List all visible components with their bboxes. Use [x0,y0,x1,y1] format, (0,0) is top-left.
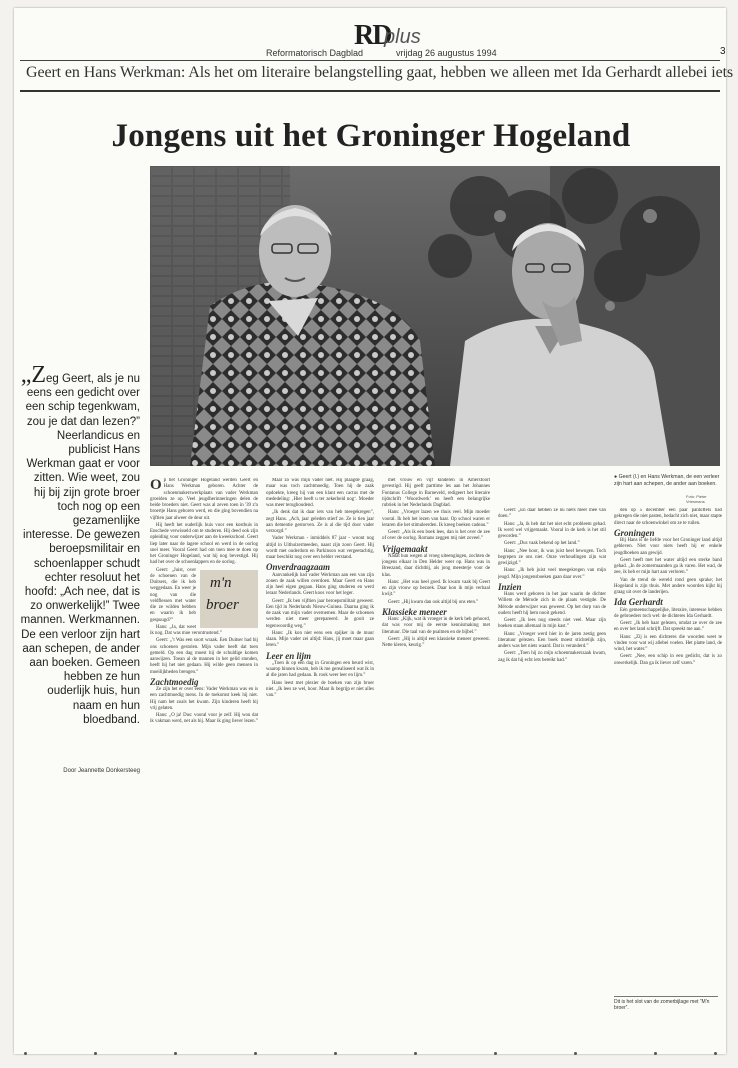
header-rule [20,60,720,61]
kicker-rule [20,90,720,92]
subheading: Onverdraagzaam [266,562,331,573]
article-column-1: O p het Groninger Hogeland werden Geert en Hans Werkman geboren. Achter de schoenmakerswerkplaats van vader Werkman groeiden ze op. Veel jeugdherinneringen delen de beide broeders niet. Geert was al zeven toen in '39 z'n broertje Hans geboren werd, en die ging bovendien na vijftien jaar alweer de deur uit. Hij heeft het ouderlijk huis voor een kosthuis in Enschede verwisseld om te studeren. Hij deed ook zijn opleiding voor onderwijzer aan de kweekschool. Geert liep later naar de lagere school en werd in de oorlog snel meer. Vooral Geert had om toen mee te doen op het Groninger Hogeland, wat hij nog bevestigd. Hij had het over de schoenlappers en de oorlog. m'n broer Geert: „Juist, over de schoenen van de Duitsers, die ik heb weggedaan. En weer je nog van die veldflessen met water die ze wilden hebben en waarin ik heb gespuugd?” Hans: „Ja, dat weet ik nog. Dat was moe verontrustend.” Geert: „’t Was een soort wraak. Een Duitser had bij ons schoenen gestolen. Mijn vader heeft dat toen gemeld. Op een dag moest hij de schuldige komen aanwijzen. Toean al de mannen in het gelid stonden, heeft hij het niet gedaan. Hij wilde geen mensen in moeilijkheden brengen.” Zachtmoedig Ze zijn het er over eens: Vader Werkman was en is een zachtmoedig mens. In de toekomst keek hij niet. Hij nam het zoals het kwam. Zijn kinderen heeft hij vrij gelaten. Hans: „O ja! Dus: vooral voor je zelf. Hij wou dat ik vakman werd, net als hij. Maar ik ging liever lezen.” [150,478,258,725]
series-logo-mn-broer: m'n broer [200,570,258,628]
photo-caption: ● Geert (l.) en Hans Werkman, de een verleer zijn hart aan schepen, de ander aan boeken. [614,474,720,487]
pull-quote: „Zeg Geert, als je nu eens een gedicht over een schip tegenkwam, zou je dat dan lezen?” Neerlandicus en publicist Hans Werkman gaat er voor zitten. Wie weet, zou hij bij zijn grote broer toch nog op een gezamenlijke interesse. De gewezen beroepsmilitair en schoenlapper schudt echter resoluut het hoofd: „Ach nee, dat is zo onwerkelijk!” Twee mannen. Werkmannen. De een verloor zijn hart aan schepen, de ander aan boeken. Gemeen hebben ze hun ouderlijk huis, hun naam en hun bloedband. [20,362,140,726]
headline: Jongens uit het Groninger Hogeland [111,118,631,154]
rd-plus-logo: RD plus [354,20,421,51]
subheading: Leer en lijm [266,650,311,661]
byline: Door Jeannette Donkersteeg [63,768,140,774]
subheading: Inzien [498,581,522,592]
paper-name: Reformatorisch Dagblad [266,48,364,58]
page-number: 3 [720,46,726,57]
article-column-3: met vrouw en vijf kinderen in Amersfoort gevestigd. Hij geeft parttime les aan het Johannes Fontanus College in Barneveld, redigeert het literaire tijdschrift ‘Woordwerk’ en heeft een belangrijke rubriek in het Nederlands Dagblad. Hans: „Vroeger lazen we thuis veel. Mijn moeder vooral. Ik heb het lezen van haar. Op school waren er leraren die het stimuleerden. Ik kreeg boeken cadeau.” Geert: „Als ik een boek lees, dan is het over de zee of over de oorlog. Romans zeggen mij niet zoveel.” Vrijgemaakt Nadat hun wegen al vroeg uiteengingen, zochten de jongens elkaar in Den Helder weer op. Hans was in Breezand, daar dichtbij, als jong meesterje voor de klas. Hans: „Het was heel goed. Ik kwam vaak bij Geert en zijn vrouw op bezoek. Daar kon ik mijn verhaal kwijt.” Geert: „Hij kwam dan ook altijd bij ons eten.” Klassieke meneer Hans: „Kijk, wat ik vroeger in de kerk heb gehoord, dat was voor mij de eerste kennismaking met literatuur. Die taal van de psalmen en de bijbel.” Geert: „Hij is altijd een klassieke meneer geweest. Nette kleren, keurig.” [382,478,490,648]
article-column-2: Maar zo was mijn vader niet. Hij plaagde graag, maar was toch zachtmoedig. Toen hij de zaak opdoekte, kreeg hij van een klant een cactus met de mededeling: ‚Hier heeft u ter zekerheid nog‘. Moeder was meer terughoudend. „Ik denk dat ik daar iets van heb meegekregen”, zegt Hans. „Ach, jaar geleden stierf ze. Ze is tien jaar aan dementie gestorven. Ze is al die tijd door vader verzorgd.” Vader Werkman - inmiddels 87 jaar - woont nog altijd in Uithuizermeeden, naast zijn zoon Geert. Hij wordt met ouderdom en Parkinson wat vergeetachtig, maar beschikt nog over een helder verstand. Onverdraagzaam Aanvankelijk had vader Werkman aan een van zijn zonen de zaak willen overdoen. Maar Geert en Hans zijn heel eigen gegaan. Hans ging studeren en werd leraar Nederlands. Geert koos voor het leger. Geert: „Ik ben vijftien jaar beroepsmilitair geweest. Een tijd in Nederlands Nieuw-Guinea. Daarna ging ik de zaak van mijn vader overnemen. Maar de schoenen werden niet meer gerepareerd. Je gooit ze tegenwoordig weg.” Hans: „Ik kon niet eens een spijker in de muur slaan. Mijn vader zei altijd: Hans, jij moet maar gaan leren.” Leer en lijm „Toen ik op een dag in Groningen een beurd wist, waarop binnen kwam, heb ik me gerealiseerd wat ik in al die jaren had gedaan. Ik rook weer leer en lijm.” Hans leest met plezier de boeken van zijn broer niet. „Ik lees ze wel, hoor. Maar ik begrijp er niet alles van.” [266,478,374,698]
subheading: Groningen [614,527,655,538]
subheading: Klassieke meneer [382,606,447,617]
subheading: Vrijgemaakt [382,543,428,554]
article-column-5: den op 5 december een paar pantoffels had gekregen die niet pasten, bedacht zich niet, maar stapte direct naar de schoenwinkel om ze te ruilen. Groningen Bij Hans is de liefde voor het Groninger land altijd gebleven. Niet voor niets heeft hij er enkele jeugdboeken aan gewijd. Geert heeft met het water altijd een sterke band gehad. „In de zomermaanden ga ik varen. Het wad, de zee, ik heb er mijn hart aan verloren.” Van de trend de wereld rond geen sprake; het Hogeland is zijn thuis. Met andere woorden kijkt hij graag uit over de landerijen. Ida Gerhardt Eén gemeenschappelijke, literaire, interesse hebben de gebroeders toch wel: de dichteres Ida Gerhardt. Geert: „Ik heb haar gelezen, omdat ze over de zee en over het land schrijft. Dat spreekt me aan.” Hans: „Zij is een dichteres die woorden weet te vinden voor wat wij allebei voelen. Het platte land, de wind, het water.” Geert: „Nee, een schip in een gedicht, dat is zo onwerkelijk. Dan ga ik liever zelf varen.” [614,508,722,666]
article-photo [150,166,720,466]
subheading: Zachtmoedig [150,676,199,687]
series-end-note: Dit is het slot van de zomerbijlage met “M'n broer”. [614,996,718,1012]
article-column-4: Geert: „En daar hebben ze nu niets meer mee van doen.” Hans: „Ja, ik heb dat het niet echt probleem gehad. Ik werd wel vrijgemaakt. Vooral in de kerk is het stil geworden.” Geert: „Dus vaak bekend op het land.” Hans: „Nee hoor, ik was juist heel bewogen. Toch begrepen ze ons niet. Onze verhoudingen zijn wat gewijzigd.” Hans: „Ik heb juist veel meegekregen van mijn jeugd. Mijn jongensboeken gaan daar over.” Inzien Hans werd geboren in het jaar waarin de dichter Willem de Mérode zich in de plaats vestigde. De Mérode onderwijzer was geweest. Op het dorp van de ouders heeft hij hem nooit gekend. Geert: „Ik lees nog steeds niet veel. Maar zijn boeken staan allemaal in mijn kast.” Hans: „Vroeger werd hier in de jaren zestig geen literatuur gelezen. Een boek moest stichtelijk zijn, anders was het niets waard. Dat is veranderd.” Geert: „Toen hij zo mijn schoenmakerszaak kwam, zag ik dat hij echt iets bereikt had.” [498,508,606,663]
newspaper-page [14,8,734,1054]
publication-date: vrijdag 26 augustus 1994 [396,48,497,58]
print-registration-marks [14,1052,726,1060]
photo-credit: Foto: Pieter Vriesmans [686,494,707,504]
kicker-line: Geert en Hans Werkman: Als het om literaire belangstelling gaat, hebben we alleen met Ida Gerhardt allebei iets [26,64,734,81]
subheading: Ida Gerhardt [614,597,663,608]
